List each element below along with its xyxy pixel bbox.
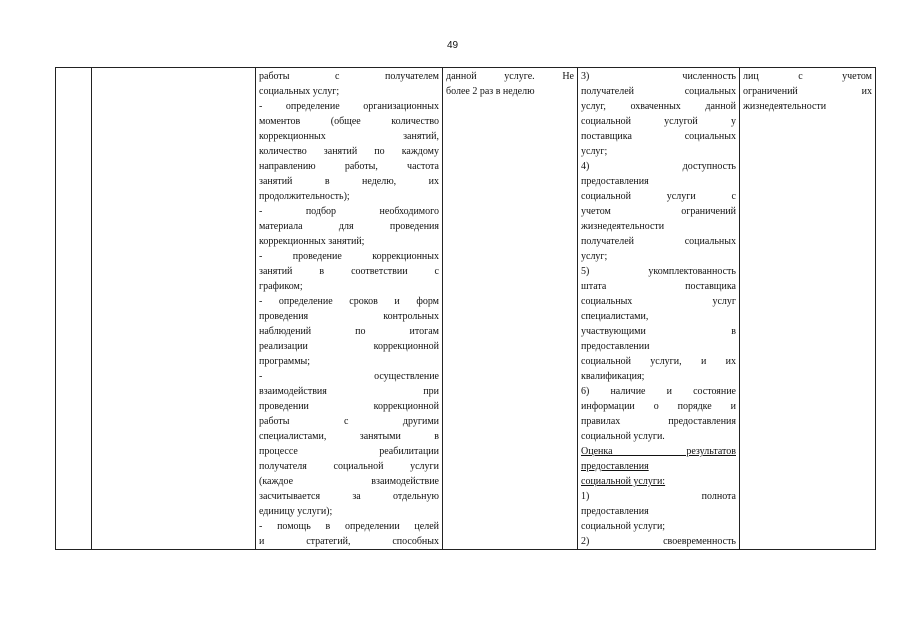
text-line: учетом ограничений <box>581 206 736 217</box>
table-cell-quality-indicators <box>578 68 740 550</box>
text-line: социальной услуги: <box>581 476 666 487</box>
text-line: наблюдений по итогам <box>259 326 439 337</box>
text-line: проведении коррекционной <box>259 401 439 412</box>
table-cell-service-schedule <box>443 68 578 550</box>
text-line: коррекционных занятий; <box>259 236 365 247</box>
text-line: жизнедеятельности <box>581 221 665 232</box>
table-cell-number <box>56 68 92 550</box>
text-line: материала для проведения <box>259 221 439 232</box>
text-line: работы с получателем <box>259 71 439 82</box>
text-line: 5) укомплектованность <box>581 266 736 277</box>
text-line: правилах предоставления <box>581 416 736 427</box>
text-line: ограничений их <box>743 86 872 97</box>
text-line: услуг, охваченных данной <box>581 101 736 112</box>
text-line: занятий в соответствии с <box>259 266 439 277</box>
text-line: данной услуге. Не <box>446 71 574 82</box>
text-line: 4) доступность <box>581 161 736 172</box>
text-line: социальных услуг; <box>259 86 340 97</box>
text-line: участвующими в <box>581 326 736 337</box>
table-cell-service-name <box>92 68 256 550</box>
table-cell-conditions <box>740 68 876 550</box>
text-line: квалификация; <box>581 371 645 382</box>
text-line: засчитывается за отдельную <box>259 491 439 502</box>
text-line: получателя социальной услуги <box>259 461 439 472</box>
text-line: процессе реабилитации <box>259 446 439 457</box>
conditions-text <box>740 68 875 114</box>
quality-indicators-text <box>578 68 739 549</box>
text-line: предоставления <box>581 176 649 187</box>
text-line: предоставления <box>581 461 649 472</box>
text-line: взаимодействия при <box>259 386 439 397</box>
text-line: моментов (общее количество <box>259 116 439 127</box>
text-line: коррекционных занятий, <box>259 131 439 142</box>
text-line: - проведение коррекционных <box>259 251 439 262</box>
text-line: предоставления <box>581 506 649 517</box>
page-number: 49 <box>446 40 459 51</box>
text-line: направлению работы, частота <box>259 161 439 172</box>
text-line: 6) наличие и состояние <box>581 386 736 397</box>
text-line: программы; <box>259 356 311 367</box>
text-line: Оценка результатов <box>581 446 736 457</box>
text-line: получателей социальных <box>581 236 736 247</box>
text-line: социальной услуги. <box>581 431 665 442</box>
text-line: - определение организационных <box>259 101 439 112</box>
text-line: социальной услуги с <box>581 191 736 202</box>
service-description-text <box>256 68 442 549</box>
text-line: реализации коррекционной <box>259 341 439 352</box>
text-line: социальных услуг <box>581 296 736 307</box>
text-line: 3) численность <box>581 71 736 82</box>
text-line: - подбор необходимого <box>259 206 439 217</box>
text-line: услуг; <box>581 146 608 157</box>
text-line: - помощь в определении целей <box>259 521 439 532</box>
text-line: получателей социальных <box>581 86 736 97</box>
table-row <box>56 68 876 550</box>
text-line: - осуществление <box>259 371 439 382</box>
services-table <box>55 67 876 550</box>
text-line: (каждое взаимодействие <box>259 476 439 487</box>
text-line: 1) полнота <box>581 491 736 502</box>
text-line: продолжительность); <box>259 191 350 202</box>
text-line: работы с другими <box>259 416 439 427</box>
text-line: и стратегий, способных <box>259 536 439 547</box>
text-line: количество занятий по каждому <box>259 146 439 157</box>
text-line: штата поставщика <box>581 281 736 292</box>
text-line: графиком; <box>259 281 303 292</box>
text-line: - определение сроков и форм <box>259 296 439 307</box>
text-line: поставщика социальных <box>581 131 736 142</box>
text-line: лиц с учетом <box>743 71 872 82</box>
text-line: услуг; <box>581 251 608 262</box>
text-line: социальной услугой у <box>581 116 736 127</box>
text-line: единицу услуги); <box>259 506 333 517</box>
text-line: предоставлении <box>581 341 650 352</box>
text-line: проведения контрольных <box>259 311 439 322</box>
text-line: 2) своевременность <box>581 536 736 547</box>
text-line: информации о порядке и <box>581 401 736 412</box>
text-line: более 2 раз в неделю <box>446 86 535 97</box>
text-line: специалистами, занятыми в <box>259 431 439 442</box>
text-line: специалистами, <box>581 311 649 322</box>
table-cell-service-description <box>256 68 443 550</box>
text-line: занятий в неделю, их <box>259 176 439 187</box>
text-line: социальной услуги; <box>581 521 666 532</box>
text-line: социальной услуги, и их <box>581 356 736 367</box>
text-line: жизнедеятельности <box>743 101 827 112</box>
service-schedule-text <box>443 68 577 99</box>
